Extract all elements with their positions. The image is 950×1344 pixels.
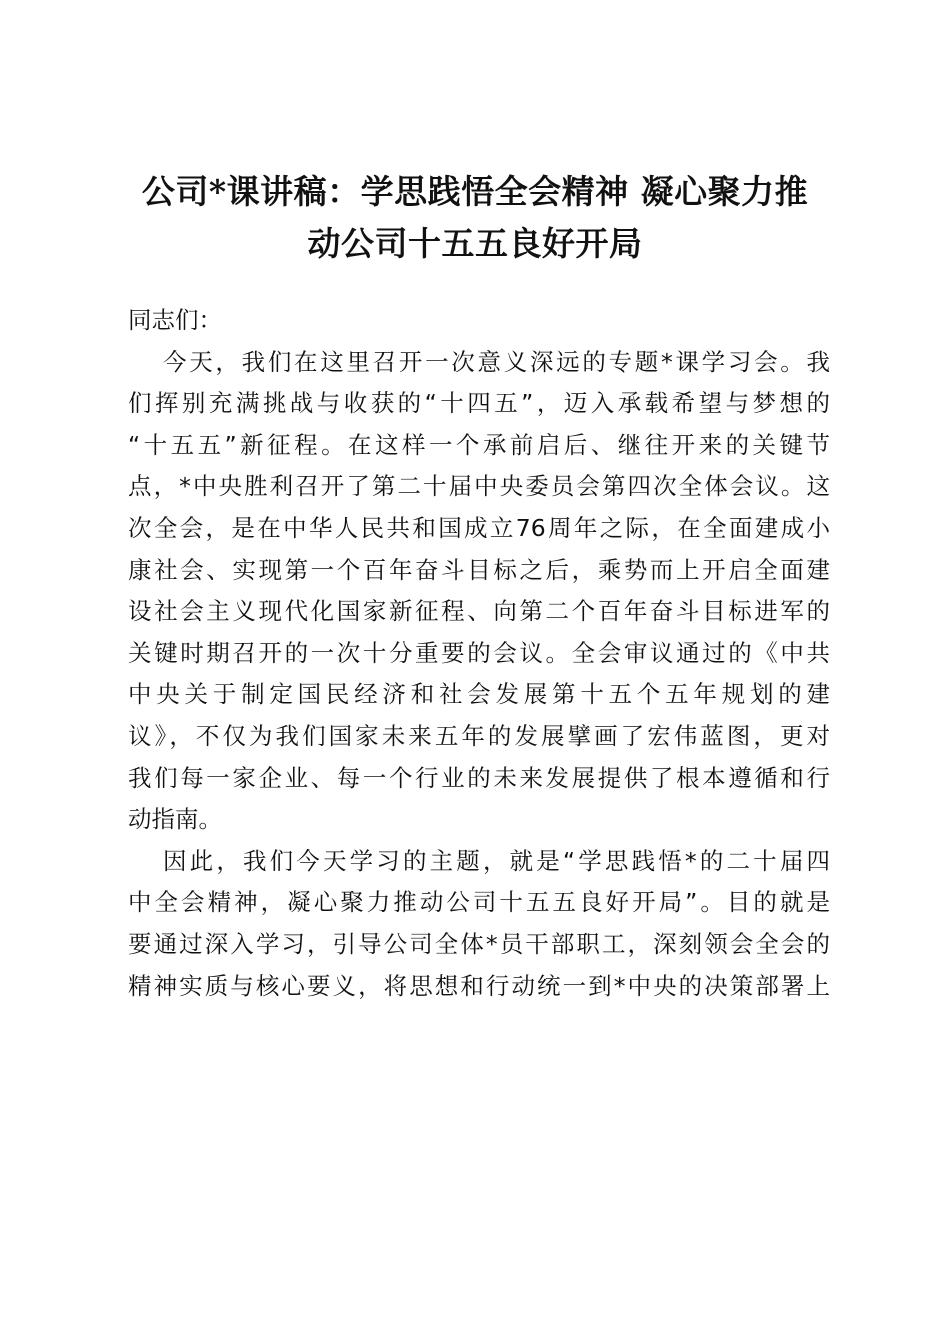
document-title bbox=[110, 166, 840, 270]
title-line-1: 公司*课讲稿：学思践悟全会精神 凝心聚力推 bbox=[141, 172, 809, 211]
paragraph-line: “十五五”新征程。在这样一个承前启后、继往开来的关键节 bbox=[128, 430, 830, 459]
paragraph-2 bbox=[128, 841, 830, 1007]
paragraph-line: 今天，我们在这里召开一次意义深远的专题*课学习会。我 bbox=[163, 347, 830, 376]
paragraph-line: 因此，我们今天学习的主题，就是“学思践悟*的二十届四 bbox=[163, 846, 830, 875]
greeting: 同志们： bbox=[128, 306, 222, 334]
document-body bbox=[128, 300, 830, 1007]
paragraph-line: 精神实质与核心要义，将思想和行动统一到*中央的决策部署上 bbox=[128, 971, 830, 1000]
paragraph-line: 关键时期召开的一次十分重要的会议。全会审议通过的《中共 bbox=[128, 638, 830, 667]
paragraph-line: 中全会精神，凝心聚力推动公司十五五良好开局”。目的就是 bbox=[128, 888, 830, 917]
paragraph-line: 次全会，是在中华人民共和国成立76周年之际，在全面建成小 bbox=[128, 513, 830, 542]
paragraph-line: 中央关于制定国民经济和社会发展第十五个五年规划的建 bbox=[128, 680, 830, 709]
paragraph-line: 要通过深入学习，引导公司全体*员干部职工，深刻领会全会的 bbox=[128, 929, 830, 958]
paragraph-line: 我们每一家企业、每一个行业的未来发展提供了根本遵循和行 bbox=[128, 763, 830, 792]
paragraph-line: 们挥别充满挑战与收获的“十四五”，迈入承载希望与梦想的 bbox=[128, 389, 830, 418]
paragraph-line: 议》，不仅为我们国家未来五年的发展擘画了宏伟蓝图，更对 bbox=[128, 721, 830, 750]
title-line-2: 动公司十五五良好开局 bbox=[307, 224, 643, 263]
paragraph-line: 动指南。 bbox=[128, 805, 222, 834]
paragraph-line: 康社会、实现第一个百年奋斗目标之后，乘势而上开启全面建 bbox=[128, 555, 830, 584]
paragraph-1 bbox=[128, 342, 830, 841]
paragraph-line: 设社会主义现代化国家新征程、向第二个百年奋斗目标进军的 bbox=[128, 597, 830, 626]
paragraph-line: 点，*中央胜利召开了第二十届中央委员会第四次全体会议。这 bbox=[128, 472, 830, 501]
